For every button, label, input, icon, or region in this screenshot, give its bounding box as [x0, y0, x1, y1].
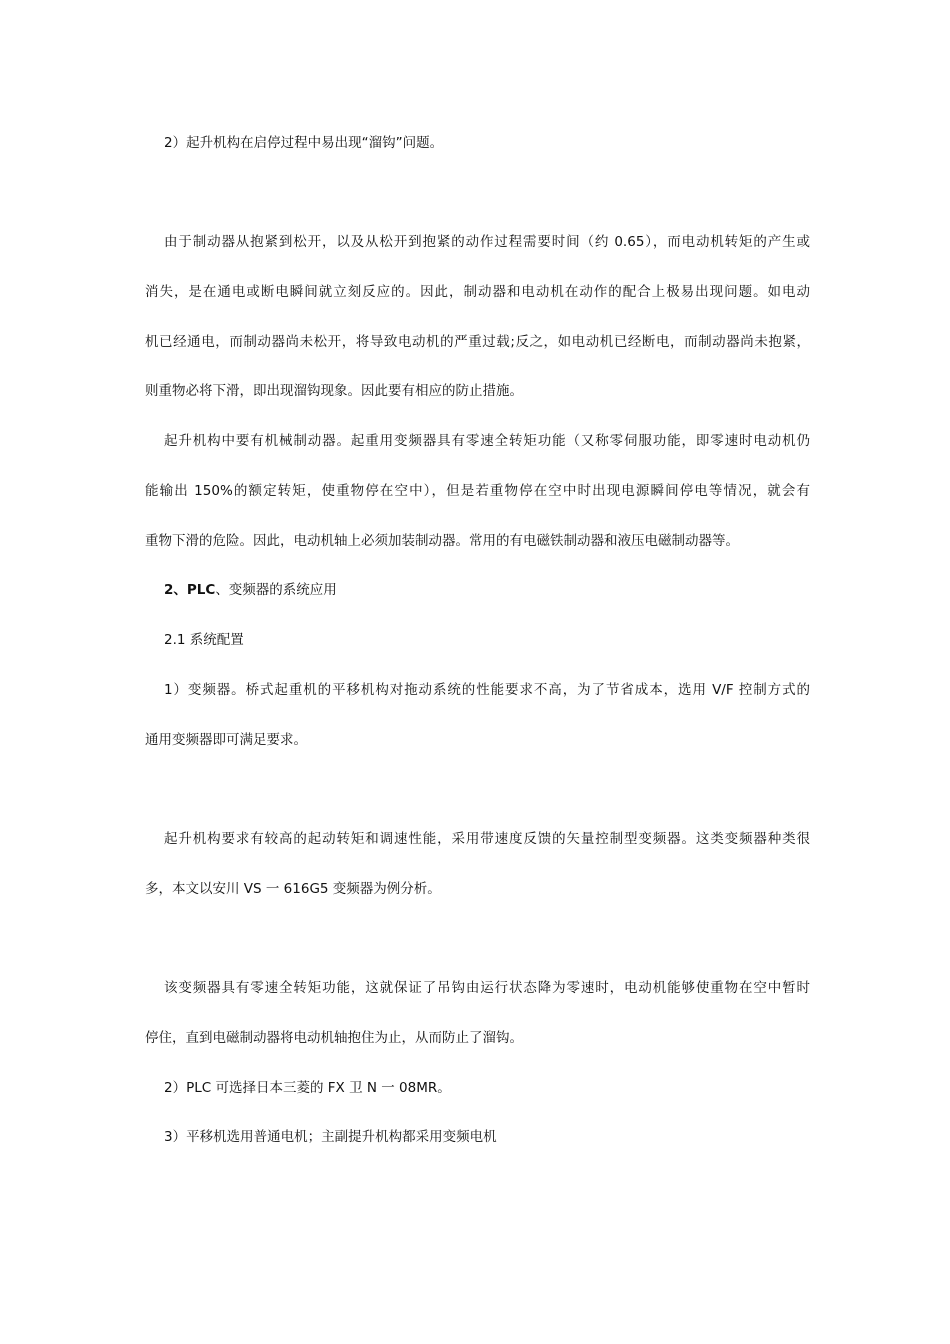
section-title: 、变频器的系统应用 [215, 582, 337, 598]
section-heading-plc-inverter [164, 581, 810, 599]
paragraph-brake-timing-line-2: 消失，是在通电或断电瞬间就立刻反应的。因此，制动器和电动机在动作的配合上极易出现问题。如电动 [145, 284, 810, 300]
paragraph-zero-speed-line-2: 停住，直到电磁制动器将电动机轴抱住为止，从而防止了溜钩。 [145, 1030, 523, 1046]
paragraph-mechanical-brake-line-2: 能输出 150%的额定转矩，使重物停在空中），但是若重物停在空中时出现电源瞬间停电等情况，就会有 [145, 483, 810, 499]
paragraph-mechanical-brake-line-1: 起升机构中要有机械制动器。起重用变频器具有零速全转矩功能（又称零伺服功能，即零速时电动机仍 [164, 433, 810, 449]
section-number: 2、PLC [164, 582, 216, 598]
paragraph-zero-speed-line-1: 该变频器具有零速全转矩功能，这就保证了吊钩由运行状态降为零速时，电动机能够使重物在空中暂时 [164, 980, 810, 996]
list-item-plc: 2）PLC 可选择日本三菱的 FX 卫 N 一 08MR。 [164, 1080, 451, 1096]
paragraph-inverter-line-1: 1）变频器。桥式起重机的平移机构对拖动系统的性能要求不高，为了节省成本，选用 V/F 控制方式的 [164, 682, 810, 698]
paragraph-hoist-slip-title: 2）起升机构在启停过程中易出现“溜钩”问题。 [164, 135, 444, 151]
paragraph-vector-control-line-1: 起升机构要求有较高的起动转矩和调速性能，采用带速度反馈的矢量控制型变频器。这类变频器种类很 [164, 831, 810, 847]
paragraph-brake-timing-line-3: 机已经通电，而制动器尚未松开，将导致电动机的严重过载;反之，如电动机已经断电，而制动器尚未抱紧， [145, 334, 810, 350]
paragraph-mechanical-brake-line-3: 重物下滑的危险。因此，电动机轴上必须加装制动器。常用的有电磁铁制动器和液压电磁制动器等。 [145, 533, 739, 549]
paragraph-brake-timing-line-1: 由于制动器从抱紧到松开，以及从松开到抱紧的动作过程需要时间（约 0.65），而电动机转矩的产生或 [164, 234, 810, 250]
paragraph-vector-control-line-2: 多，本文以安川 VS 一 616G5 变频器为例分析。 [145, 881, 441, 897]
subsection-heading-system-config: 2.1 系统配置 [164, 632, 244, 648]
paragraph-inverter-line-2: 通用变频器即可满足要求。 [145, 732, 307, 748]
paragraph-brake-timing-line-4: 则重物必将下滑，即出现溜钩现象。因此要有相应的防止措施。 [145, 383, 523, 399]
list-item-motors: 3）平移机选用普通电机；主副提升机构都采用变频电机 [164, 1129, 497, 1145]
